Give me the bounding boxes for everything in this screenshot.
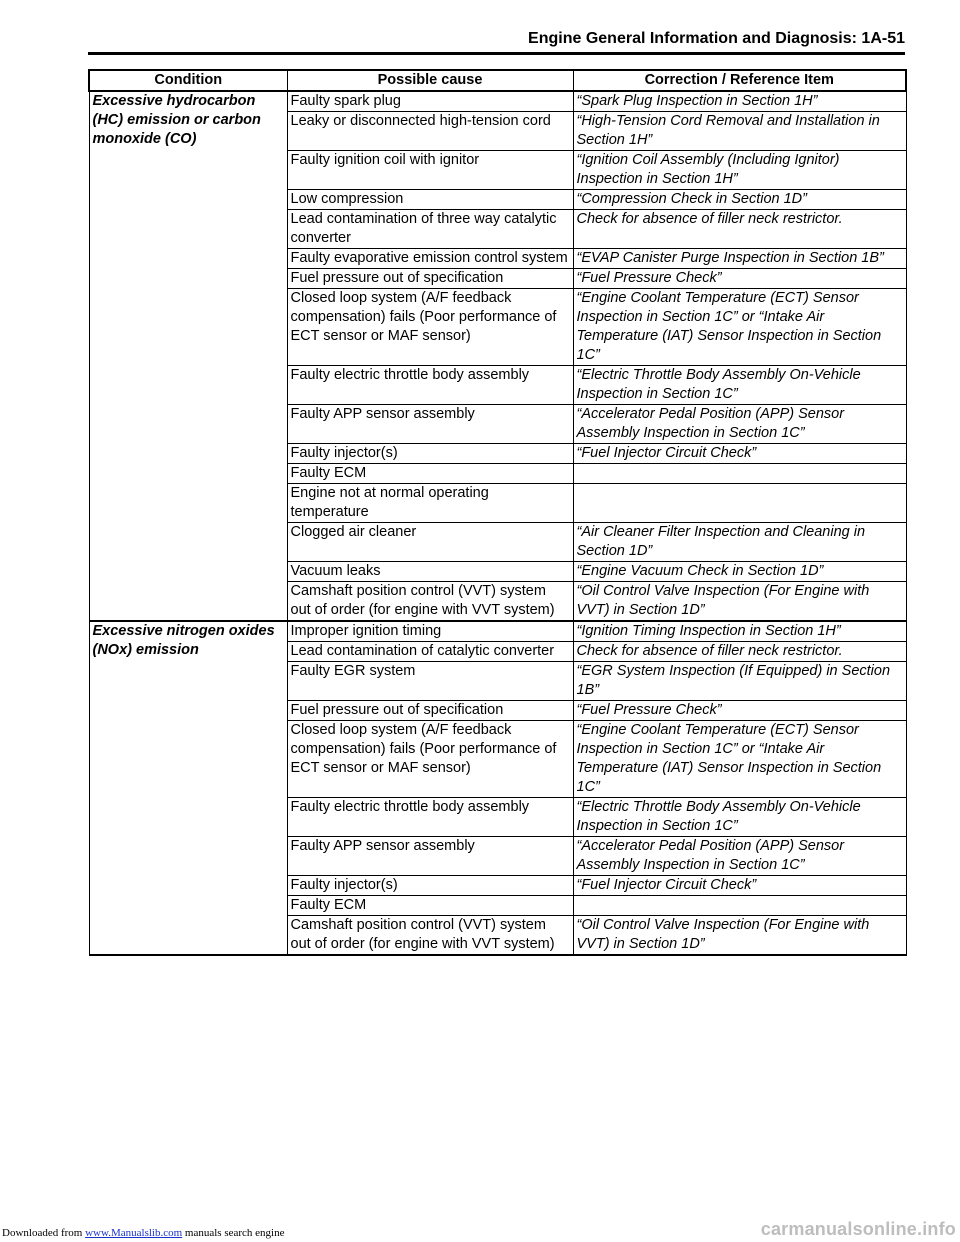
header-rule [88, 52, 905, 55]
table-row [89, 91, 906, 112]
column-header-condition: Condition [89, 70, 287, 91]
manualslib-link[interactable]: www.Manualslib.com [85, 1227, 183, 1239]
correction-cell [573, 464, 906, 484]
cause-cell: Closed loop system (A/F feedback compensation) fails (Poor performance of ECT sensor or MAF sensor) [287, 289, 573, 366]
correction-cell: “Accelerator Pedal Position (APP) Sensor Assembly Inspection in Section 1C” [573, 405, 906, 444]
cause-cell: Faulty APP sensor assembly [287, 837, 573, 876]
correction-cell: “EVAP Canister Purge Inspection in Section 1B” [573, 249, 906, 269]
download-footer [2, 1227, 284, 1239]
correction-cell: “Engine Coolant Temperature (ECT) Sensor Inspection in Section 1C” or “Intake Air Temperature (IAT) Sensor Inspection in Section 1C” [573, 289, 906, 366]
cause-cell: Faulty ECM [287, 896, 573, 916]
table-body [89, 91, 906, 955]
condition-cell: Excessive hydrocarbon (HC) emission or carbon monoxide (CO) [89, 91, 287, 621]
correction-cell [573, 484, 906, 523]
cause-cell: Fuel pressure out of specification [287, 701, 573, 721]
correction-cell: “Ignition Coil Assembly (Including Ignitor) Inspection in Section 1H” [573, 151, 906, 190]
footer-suffix: manuals search engine [182, 1227, 285, 1239]
correction-cell: “Fuel Pressure Check” [573, 269, 906, 289]
cause-cell: Faulty evaporative emission control system [287, 249, 573, 269]
correction-cell: “Ignition Timing Inspection in Section 1H” [573, 621, 906, 642]
correction-cell: “Oil Control Valve Inspection (For Engine with VVT) in Section 1D” [573, 582, 906, 622]
cause-cell: Faulty ECM [287, 464, 573, 484]
correction-cell: “Accelerator Pedal Position (APP) Sensor Assembly Inspection in Section 1C” [573, 837, 906, 876]
column-header-cause: Possible cause [287, 70, 573, 91]
correction-cell: “EGR System Inspection (If Equipped) in Section 1B” [573, 662, 906, 701]
cause-cell: Camshaft position control (VVT) system out of order (for engine with VVT system) [287, 916, 573, 956]
correction-cell: Check for absence of filler neck restrictor. [573, 210, 906, 249]
cause-cell: Lead contamination of three way catalytic converter [287, 210, 573, 249]
correction-cell: “Air Cleaner Filter Inspection and Cleaning in Section 1D” [573, 523, 906, 562]
correction-cell: “Compression Check in Section 1D” [573, 190, 906, 210]
condition-cell: Excessive nitrogen oxides (NOx) emission [89, 621, 287, 955]
footer-prefix: Downloaded from [2, 1227, 86, 1239]
cause-cell: Clogged air cleaner [287, 523, 573, 562]
cause-cell: Improper ignition timing [287, 621, 573, 642]
cause-cell: Leaky or disconnected high-tension cord [287, 112, 573, 151]
correction-cell: “Electric Throttle Body Assembly On-Vehicle Inspection in Section 1C” [573, 798, 906, 837]
correction-cell: “Fuel Injector Circuit Check” [573, 876, 906, 896]
cause-cell: Faulty injector(s) [287, 876, 573, 896]
cause-cell: Faulty electric throttle body assembly [287, 366, 573, 405]
correction-cell: “Fuel Pressure Check” [573, 701, 906, 721]
watermark-logo: carmanualsonline.info [760, 1219, 956, 1239]
cause-cell: Faulty electric throttle body assembly [287, 798, 573, 837]
cause-cell: Low compression [287, 190, 573, 210]
correction-cell [573, 896, 906, 916]
table-row [89, 621, 906, 642]
page-title: Engine General Information and Diagnosis: 1A-51 [528, 30, 905, 47]
correction-cell: “Fuel Injector Circuit Check” [573, 444, 906, 464]
cause-cell: Faulty injector(s) [287, 444, 573, 464]
correction-cell: “Engine Coolant Temperature (ECT) Sensor Inspection in Section 1C” or “Intake Air Temperature (IAT) Sensor Inspection in Section 1C” [573, 721, 906, 798]
cause-cell: Closed loop system (A/F feedback compensation) fails (Poor performance of ECT sensor or MAF sensor) [287, 721, 573, 798]
cause-cell: Faulty APP sensor assembly [287, 405, 573, 444]
cause-cell: Faulty spark plug [287, 91, 573, 112]
correction-cell: “Oil Control Valve Inspection (For Engine with VVT) in Section 1D” [573, 916, 906, 956]
correction-cell: Check for absence of filler neck restrictor. [573, 642, 906, 662]
cause-cell: Fuel pressure out of specification [287, 269, 573, 289]
cause-cell: Engine not at normal operating temperature [287, 484, 573, 523]
correction-cell: “High-Tension Cord Removal and Installation in Section 1H” [573, 112, 906, 151]
diagnosis-table [88, 69, 907, 956]
correction-cell: “Engine Vacuum Check in Section 1D” [573, 562, 906, 582]
cause-cell: Lead contamination of catalytic converter [287, 642, 573, 662]
correction-cell: “Electric Throttle Body Assembly On-Vehicle Inspection in Section 1C” [573, 366, 906, 405]
correction-cell: “Spark Plug Inspection in Section 1H” [573, 91, 906, 112]
cause-cell: Vacuum leaks [287, 562, 573, 582]
cause-cell: Camshaft position control (VVT) system out of order (for engine with VVT system) [287, 582, 573, 622]
cause-cell: Faulty ignition coil with ignitor [287, 151, 573, 190]
cause-cell: Faulty EGR system [287, 662, 573, 701]
column-header-correction: Correction / Reference Item [573, 70, 906, 91]
table-header-row [89, 70, 906, 91]
